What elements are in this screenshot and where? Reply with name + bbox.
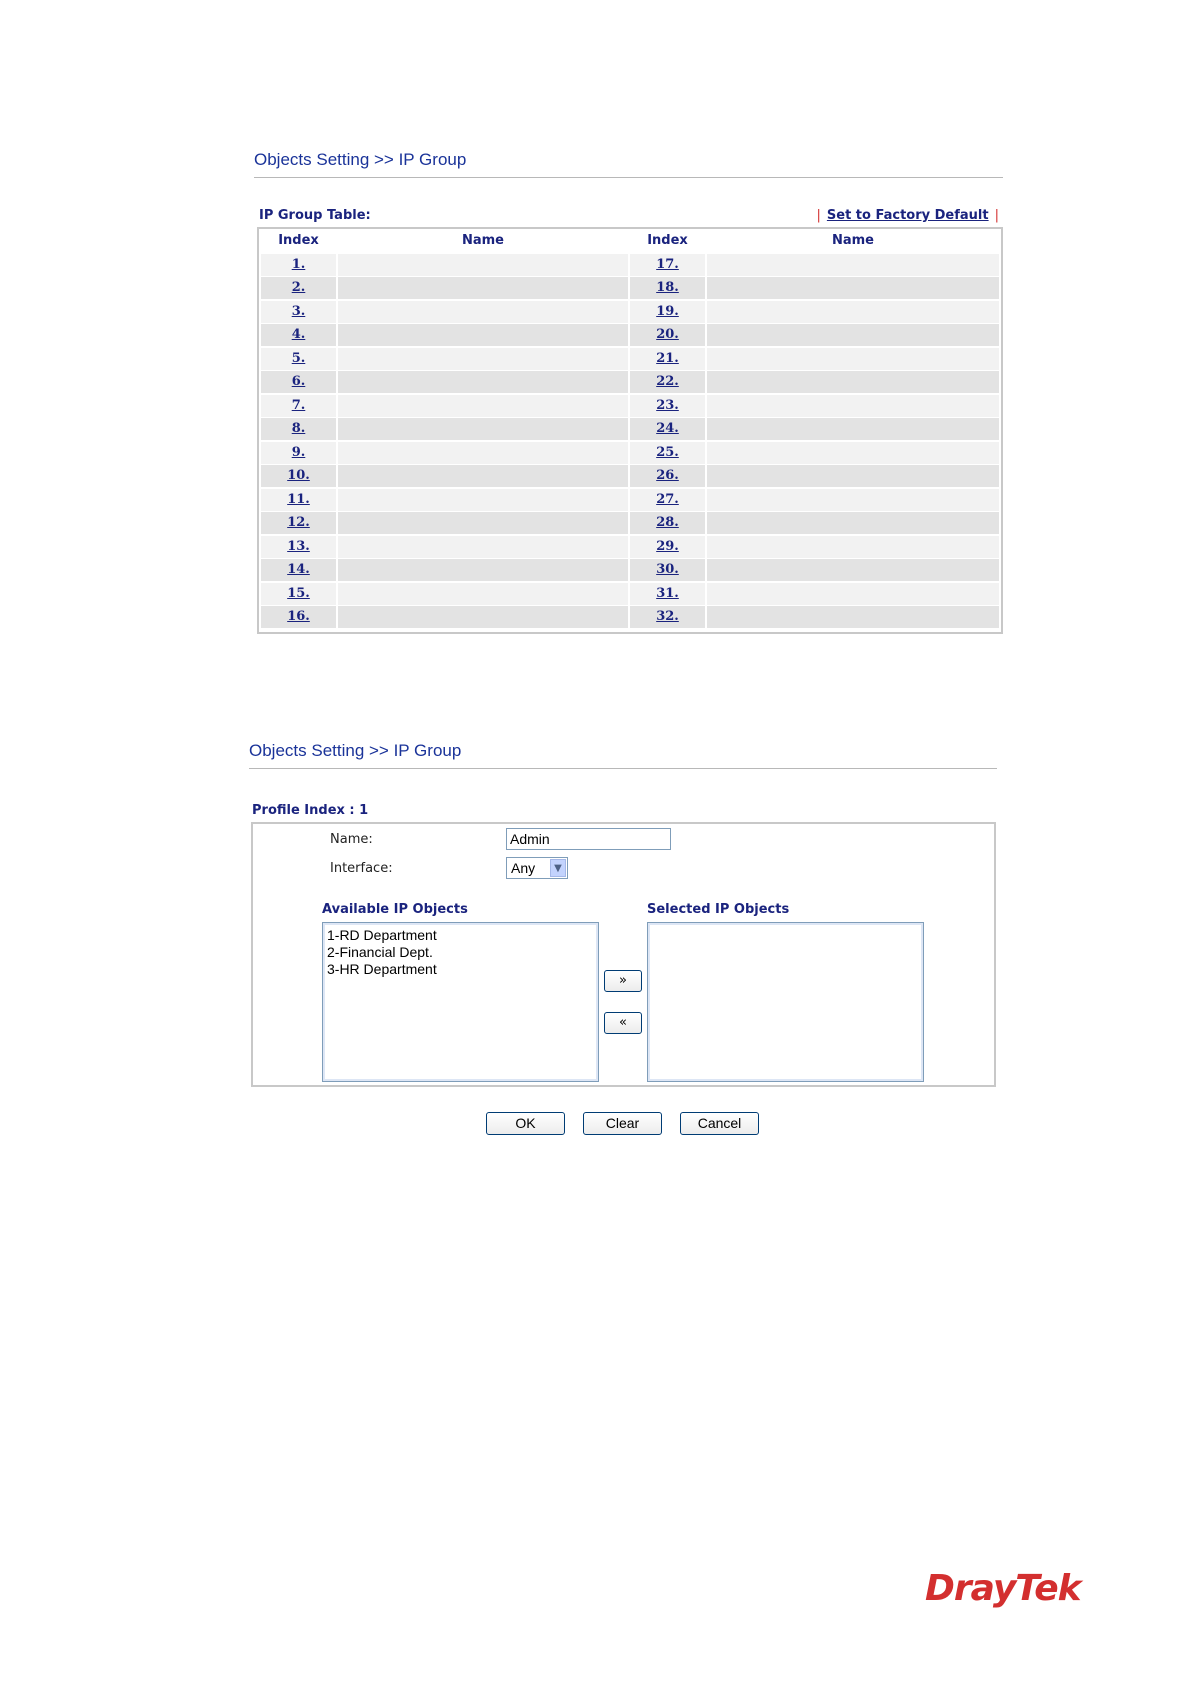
name-cell [707,559,999,581]
name-label: Name: [330,832,373,847]
table-row [261,418,999,440]
index-cell [630,536,705,558]
index-cell [261,348,336,370]
table-row [261,395,999,417]
index-link[interactable]: 24. [656,421,679,436]
table-row [261,348,999,370]
name-cell [707,465,999,487]
table-row [261,583,999,605]
index-link[interactable]: 10. [287,468,310,483]
page-title: Objects Setting >> IP Group [254,150,467,169]
table-row [261,371,999,393]
index-cell [630,395,705,417]
index-link[interactable]: 5. [291,350,306,366]
index-link[interactable]: 9. [291,444,306,460]
index-link[interactable]: 15. [287,585,310,601]
name-cell [338,418,628,440]
index-cell [261,536,336,558]
index-cell [261,301,336,323]
index-link[interactable]: 22. [656,374,679,389]
index-cell [261,442,336,464]
index-link[interactable]: 8. [291,421,306,436]
clear-button[interactable]: Clear [583,1112,662,1135]
index-link[interactable]: 19. [656,303,679,319]
index-cell [630,371,705,393]
index-cell [630,583,705,605]
index-link[interactable]: 3. [291,303,306,319]
name-cell [338,583,628,605]
index-cell [261,371,336,393]
index-cell [261,324,336,346]
cancel-button[interactable]: Cancel [680,1112,759,1135]
table-row [261,536,999,558]
index-link[interactable]: 31. [656,585,679,601]
index-cell [261,512,336,534]
index-cell [261,489,336,511]
ok-button[interactable]: OK [486,1112,565,1135]
index-cell [630,465,705,487]
index-link[interactable]: 30. [656,562,679,577]
table-row [261,277,999,299]
name-cell [338,465,628,487]
ip-group-table [257,227,1003,634]
available-objects-label: Available IP Objects [322,902,468,917]
index-cell [261,465,336,487]
index-cell [261,583,336,605]
index-link[interactable]: 28. [656,515,679,530]
index-cell [630,559,705,581]
list-item[interactable]: 3-HR Department [327,961,437,977]
name-cell [707,418,999,440]
page-title: Objects Setting >> IP Group [249,741,462,760]
name-cell [338,254,628,276]
table-row [261,324,999,346]
index-link[interactable]: 12. [287,515,310,530]
selected-objects-list[interactable] [647,922,924,1082]
name-cell [338,489,628,511]
name-cell [707,254,999,276]
index-cell [630,442,705,464]
index-cell [630,606,705,628]
interface-select[interactable] [506,857,568,879]
index-link[interactable]: 32. [656,609,679,624]
name-cell [707,512,999,534]
index-cell [630,301,705,323]
index-link[interactable]: 25. [656,444,679,460]
name-cell [338,371,628,393]
index-cell [261,559,336,581]
table-row [261,559,999,581]
index-cell [630,489,705,511]
name-cell [707,348,999,370]
index-link[interactable]: 1. [291,256,306,272]
index-link[interactable]: 23. [656,397,679,413]
name-cell [707,324,999,346]
table-row [261,254,999,276]
table-row [261,301,999,323]
index-cell [630,277,705,299]
title-divider [254,177,1003,178]
name-cell [338,301,628,323]
index-link[interactable]: 6. [291,374,306,389]
index-link[interactable]: 2. [291,280,306,295]
table-header-row [261,230,999,252]
name-cell [338,536,628,558]
index-link[interactable]: 29. [656,538,679,554]
index-link[interactable]: 27. [656,491,679,507]
name-cell [707,277,999,299]
index-link[interactable]: 4. [291,327,306,342]
name-cell [707,536,999,558]
available-objects-list[interactable] [322,922,599,1082]
index-link[interactable]: 7. [291,397,306,413]
table-row [261,512,999,534]
selected-objects-label: Selected IP Objects [647,902,790,917]
name-cell [707,395,999,417]
index-link[interactable]: 11. [287,491,310,507]
name-cell [338,348,628,370]
header-name: Name [338,230,628,252]
index-cell [630,324,705,346]
list-item[interactable]: 1-RD Department [327,927,437,943]
index-cell [630,418,705,440]
header-index: Index [630,230,705,252]
interface-label: Interface: [330,861,393,876]
index-cell [261,395,336,417]
add-object-button[interactable]: » [604,970,642,992]
table-body [261,254,999,629]
chevron-down-icon[interactable]: ▼ [550,859,566,877]
list-item[interactable]: 2-Financial Dept. [327,944,433,960]
factory-default-area [817,208,1000,223]
header-index: Index [261,230,336,252]
name-cell [707,583,999,605]
index-link[interactable]: 14. [287,562,310,577]
index-link[interactable]: 17. [656,256,679,272]
table-row [261,606,999,628]
name-cell [338,559,628,581]
remove-object-button[interactable]: « [604,1012,642,1034]
name-cell [338,606,628,628]
index-link[interactable]: 16. [287,609,310,624]
name-cell [338,395,628,417]
index-cell [261,606,336,628]
separator: | [816,208,821,223]
table-row [261,489,999,511]
ip-group-table-section [257,205,1003,634]
name-cell [338,442,628,464]
name-input[interactable] [506,828,671,850]
set-factory-default-link[interactable]: Set to Factory Default [826,208,989,223]
name-cell [338,324,628,346]
interface-value: Any [511,860,536,876]
name-cell [707,606,999,628]
name-cell [707,489,999,511]
name-cell [707,371,999,393]
draytek-logo: DrayTek [925,1568,1081,1609]
index-link[interactable]: 13. [287,538,310,554]
index-link[interactable]: 20. [656,327,679,342]
profile-index-label: Profile Index : 1 [252,803,369,818]
index-link[interactable]: 26. [656,468,679,483]
name-cell [338,277,628,299]
separator: | [994,208,999,223]
name-cell [707,442,999,464]
table-label: IP Group Table: [259,208,371,223]
table-row [261,465,999,487]
name-cell [338,512,628,534]
header-name: Name [707,230,999,252]
index-link[interactable]: 18. [656,280,679,295]
index-cell [261,418,336,440]
index-cell [630,512,705,534]
index-cell [630,254,705,276]
title-divider [249,768,997,769]
index-link[interactable]: 21. [656,350,679,366]
index-cell [630,348,705,370]
index-cell [261,254,336,276]
name-cell [707,301,999,323]
table-row [261,442,999,464]
index-cell [261,277,336,299]
